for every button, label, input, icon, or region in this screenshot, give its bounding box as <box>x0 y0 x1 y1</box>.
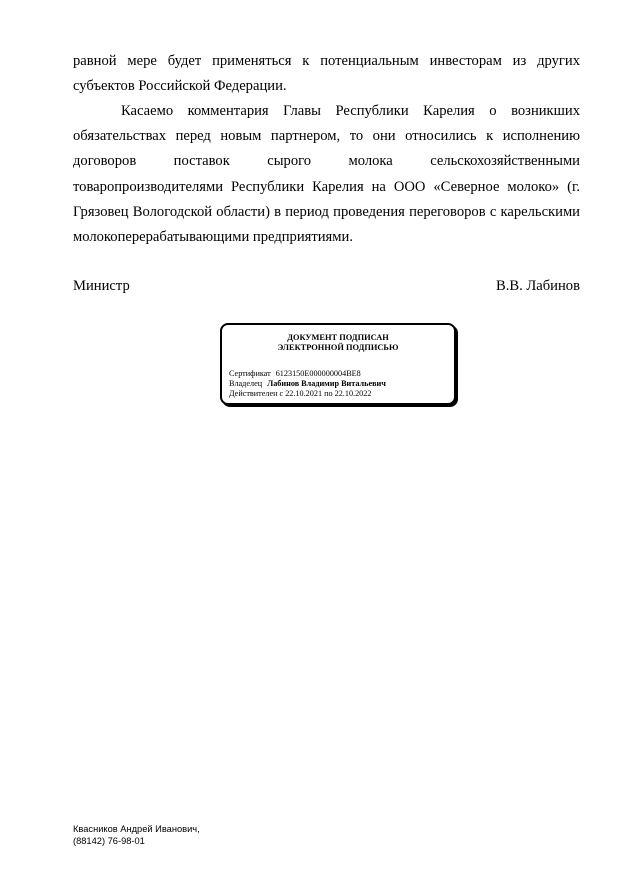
stamp-certificate-row <box>229 369 386 379</box>
certificate-label: Сертификат <box>229 369 271 378</box>
signer-name: В.В. Лабинов <box>495 278 580 294</box>
owner-label: Владелец <box>229 379 263 388</box>
stamp-title <box>222 333 454 353</box>
certificate-value: 6123150E000000004BE8 <box>275 369 361 378</box>
paragraph-main: Касаемо комментария Главы Республики Карелия о возникших обязательствах перед новым партнером, то они относились к исполнению договоров поставок сырого молока сельскохозяйственными товаропроизводителями Республики Карелия на ООО «Северное молоко» (г. Грязовец Вологодской области) в период проведения переговоров с карельскими молокоперерабатывающими предприятиями. <box>73 103 580 246</box>
stamp-title-line-1: ДОКУМЕНТ ПОДПИСАН <box>287 333 389 342</box>
executor-footer <box>73 823 200 847</box>
stamp-owner-row <box>229 379 386 389</box>
signer-position: Министр <box>73 278 130 294</box>
electronic-signature-stamp <box>220 323 456 405</box>
executor-name: Квасников Андрей Иванович, <box>73 824 200 834</box>
stamp-details <box>229 369 386 399</box>
owner-value: Лабинов Владимир Витальевич <box>267 379 386 388</box>
executor-phone: (88142) 76-98-01 <box>73 836 145 846</box>
paragraph-continuation: равной мере будет применяться к потенциальным инвесторам из других субъектов Российской Федерации. <box>73 53 580 95</box>
stamp-validity: Действителен с 22.10.2021 по 22.10.2022 <box>229 389 372 398</box>
stamp-title-line-2: ЭЛЕКТРОННОЙ ПОДПИСЬЮ <box>277 343 399 352</box>
